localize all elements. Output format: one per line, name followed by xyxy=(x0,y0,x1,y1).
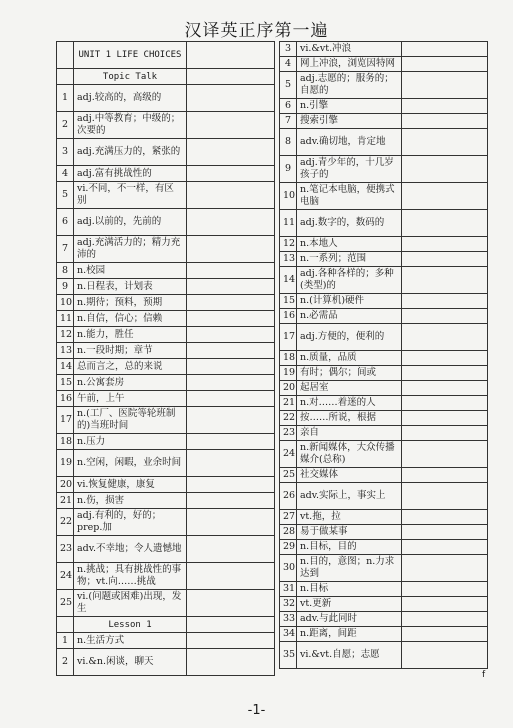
vocab-row xyxy=(280,309,488,324)
answer-blank[interactable] xyxy=(402,114,488,129)
item-number: 4 xyxy=(57,166,74,182)
vocab-row xyxy=(280,351,488,366)
answer-blank[interactable] xyxy=(402,42,488,57)
item-number: 1 xyxy=(57,85,74,112)
answer-blank[interactable] xyxy=(187,493,275,509)
vocab-row xyxy=(280,57,488,72)
vocab-row xyxy=(280,627,488,642)
answer-blank[interactable] xyxy=(187,375,275,391)
answer-blank[interactable] xyxy=(402,612,488,627)
definition-cell: adj.方便的，便利的 xyxy=(297,324,402,351)
vocab-row xyxy=(57,375,275,391)
definition-cell: n.距离，间距 xyxy=(297,627,402,642)
item-number: 21 xyxy=(280,396,297,411)
answer-blank[interactable] xyxy=(187,477,275,493)
answer-blank[interactable] xyxy=(187,563,275,590)
definition-cell: n.自信，信心；信赖 xyxy=(74,311,187,327)
item-number: 26 xyxy=(280,483,297,510)
item-number: 13 xyxy=(57,343,74,359)
vocab-row xyxy=(280,72,488,99)
definition-cell: n.期待；预料，预期 xyxy=(74,295,187,311)
item-number: 9 xyxy=(280,156,297,183)
item-number: 33 xyxy=(280,612,297,627)
item-number: 1 xyxy=(57,633,74,649)
answer-blank[interactable] xyxy=(402,252,488,267)
answer-blank[interactable] xyxy=(402,129,488,156)
answer-blank[interactable] xyxy=(402,237,488,252)
section-header-row xyxy=(57,69,275,85)
definition-cell: n.目标 xyxy=(297,582,402,597)
vocab-row xyxy=(280,381,488,396)
vocab-row xyxy=(57,112,275,139)
answer-blank[interactable] xyxy=(187,263,275,279)
answer-blank[interactable] xyxy=(187,236,275,263)
answer-blank[interactable] xyxy=(187,139,275,166)
answer-blank[interactable] xyxy=(402,582,488,597)
item-number: 10 xyxy=(280,183,297,210)
answer-blank[interactable] xyxy=(187,434,275,450)
item-number: 5 xyxy=(280,72,297,99)
vocab-row xyxy=(57,182,275,209)
item-number: 20 xyxy=(57,477,74,493)
vocab-row xyxy=(280,252,488,267)
item-number: 27 xyxy=(280,510,297,525)
definition-cell: 易于做某事 xyxy=(297,525,402,540)
vocab-row xyxy=(280,582,488,597)
answer-blank[interactable] xyxy=(402,324,488,351)
vocab-row xyxy=(57,590,275,617)
vocab-row xyxy=(280,267,488,294)
definition-cell: vi.恢复健康，康复 xyxy=(74,477,187,493)
item-number: 23 xyxy=(57,536,74,563)
definition-cell: adj.充满压力的，紧张的 xyxy=(74,139,187,166)
answer-blank[interactable] xyxy=(402,642,488,669)
item-number: 11 xyxy=(57,311,74,327)
answer-blank[interactable] xyxy=(402,99,488,114)
definition-cell: adv.与此同时 xyxy=(297,612,402,627)
definition-cell: n.本地人 xyxy=(297,237,402,252)
item-number: 22 xyxy=(280,411,297,426)
definition-cell: 有时；偶尔；间或 xyxy=(297,366,402,381)
answer-blank[interactable] xyxy=(187,42,275,69)
item-number: 7 xyxy=(57,236,74,263)
definition-cell: vi.&n.闲谈，聊天 xyxy=(74,649,187,676)
item-number: 14 xyxy=(57,359,74,375)
answer-blank[interactable] xyxy=(402,627,488,642)
definition-cell: vi.&vt.自愿；志愿 xyxy=(297,642,402,669)
definition-cell: vt.更新 xyxy=(297,597,402,612)
answer-blank[interactable] xyxy=(187,407,275,434)
item-number: 17 xyxy=(57,407,74,434)
answer-blank[interactable] xyxy=(187,69,275,85)
item-number: 23 xyxy=(280,426,297,441)
definition-cell: n.挑战；具有挑战性的事物；vt.向……挑战 xyxy=(74,563,187,590)
answer-blank[interactable] xyxy=(402,294,488,309)
vocab-row xyxy=(280,324,488,351)
definition-cell: adj.志愿的；服务的；自愿的 xyxy=(297,72,402,99)
definition-cell: n.能力，胜任 xyxy=(74,327,187,343)
item-number xyxy=(57,617,74,633)
vocab-row xyxy=(57,139,275,166)
vocab-table-left xyxy=(56,41,275,676)
item-number: 19 xyxy=(280,366,297,381)
item-number: 9 xyxy=(57,279,74,295)
answer-blank[interactable] xyxy=(187,279,275,295)
definition-cell: n.引擎 xyxy=(297,99,402,114)
vocab-row xyxy=(280,366,488,381)
definition-cell: n.目标，目的 xyxy=(297,540,402,555)
answer-blank[interactable] xyxy=(187,649,275,676)
answer-blank[interactable] xyxy=(187,112,275,139)
item-number: 6 xyxy=(57,209,74,236)
answer-blank[interactable] xyxy=(187,85,275,112)
item-number: 8 xyxy=(57,263,74,279)
answer-blank[interactable] xyxy=(402,309,488,324)
answer-blank[interactable] xyxy=(402,540,488,555)
corner-mark: f xyxy=(482,670,486,680)
answer-blank[interactable] xyxy=(187,391,275,407)
definition-cell: adv.确切地，肯定地 xyxy=(297,129,402,156)
definition-cell: adj.青少年的，十几岁孩子的 xyxy=(297,156,402,183)
item-number: 14 xyxy=(280,267,297,294)
answer-blank[interactable] xyxy=(402,441,488,468)
answer-blank[interactable] xyxy=(187,311,275,327)
vocab-row xyxy=(280,411,488,426)
item-number: 17 xyxy=(280,324,297,351)
item-number: 5 xyxy=(57,182,74,209)
answer-blank[interactable] xyxy=(187,182,275,209)
item-number: 16 xyxy=(57,391,74,407)
section-header: UNIT 1 LIFE CHOICES xyxy=(74,42,187,69)
item-number: 15 xyxy=(57,375,74,391)
definition-cell: 网上冲浪，浏览因特网 xyxy=(297,57,402,72)
answer-blank[interactable] xyxy=(187,327,275,343)
item-number: 11 xyxy=(280,210,297,237)
item-number: 21 xyxy=(57,493,74,509)
vocab-row xyxy=(280,396,488,411)
vocab-row xyxy=(57,311,275,327)
vocab-row xyxy=(57,649,275,676)
definition-cell: 亲自 xyxy=(297,426,402,441)
definition-cell: vi.不同，不一样，有区别 xyxy=(74,182,187,209)
definition-cell: adj.富有挑战性的 xyxy=(74,166,187,182)
vocab-row xyxy=(57,279,275,295)
item-number: 6 xyxy=(280,99,297,114)
vocab-row xyxy=(57,509,275,536)
item-number: 2 xyxy=(57,649,74,676)
answer-blank[interactable] xyxy=(402,366,488,381)
definition-cell: n.校园 xyxy=(74,263,187,279)
vocab-row xyxy=(57,85,275,112)
vocab-row xyxy=(57,391,275,407)
definition-cell: n.日程表，计划表 xyxy=(74,279,187,295)
answer-blank[interactable] xyxy=(187,359,275,375)
vocab-row xyxy=(57,477,275,493)
answer-blank[interactable] xyxy=(402,597,488,612)
page-title: 汉译英正序第一遍 xyxy=(184,21,329,41)
vocab-row xyxy=(57,563,275,590)
item-number: 12 xyxy=(57,327,74,343)
section-header: Topic Talk xyxy=(74,69,187,85)
answer-blank[interactable] xyxy=(187,590,275,617)
vocab-row xyxy=(280,612,488,627)
item-number: 13 xyxy=(280,252,297,267)
definition-cell: adj.有利的，好的；prep.加 xyxy=(74,509,187,536)
answer-blank[interactable] xyxy=(402,555,488,582)
answer-blank[interactable] xyxy=(402,483,488,510)
item-number: 12 xyxy=(280,237,297,252)
item-number: 31 xyxy=(280,582,297,597)
definition-cell: n.伤，损害 xyxy=(74,493,187,509)
vocab-row xyxy=(57,209,275,236)
definition-cell: 起居室 xyxy=(297,381,402,396)
vocab-row xyxy=(280,129,488,156)
item-number: 3 xyxy=(57,139,74,166)
vocab-row xyxy=(280,525,488,540)
vocab-row xyxy=(280,210,488,237)
vocab-row xyxy=(57,263,275,279)
answer-blank[interactable] xyxy=(402,525,488,540)
definition-cell: n.目的，意图；n.力求达到 xyxy=(297,555,402,582)
definition-cell: 社交媒体 xyxy=(297,468,402,483)
vocab-row xyxy=(280,540,488,555)
vocab-row xyxy=(280,468,488,483)
page-number: -1- xyxy=(247,703,266,718)
definition-cell: n.质量，品质 xyxy=(297,351,402,366)
vocab-row xyxy=(57,434,275,450)
item-number: 28 xyxy=(280,525,297,540)
definition-cell: adv.不幸地；令人遗憾地 xyxy=(74,536,187,563)
item-number: 8 xyxy=(280,129,297,156)
vocab-row xyxy=(280,483,488,510)
answer-blank[interactable] xyxy=(402,267,488,294)
definition-cell: adj.充满活力的；精力充沛的 xyxy=(74,236,187,263)
definition-cell: 总而言之，总的来说 xyxy=(74,359,187,375)
vocab-row xyxy=(280,642,488,669)
answer-blank[interactable] xyxy=(187,617,275,633)
answer-blank[interactable] xyxy=(402,351,488,366)
item-number: 16 xyxy=(280,309,297,324)
definition-cell: adj.较高的，高级的 xyxy=(74,85,187,112)
item-number: 29 xyxy=(280,540,297,555)
vocab-row xyxy=(57,359,275,375)
item-number: 24 xyxy=(57,563,74,590)
definition-cell: n.生活方式 xyxy=(74,633,187,649)
definition-cell: adj.以前的，先前的 xyxy=(74,209,187,236)
item-number: 4 xyxy=(280,57,297,72)
definition-cell: vi.(问题或困难)出现，发生 xyxy=(74,590,187,617)
vocab-row xyxy=(280,99,488,114)
vocab-row xyxy=(57,633,275,649)
vocab-row xyxy=(280,294,488,309)
item-number: 19 xyxy=(57,450,74,477)
vocab-row xyxy=(280,441,488,468)
definition-cell: n.公寓套房 xyxy=(74,375,187,391)
answer-blank[interactable] xyxy=(402,183,488,210)
answer-blank[interactable] xyxy=(187,536,275,563)
definition-cell: 按……所说，根据 xyxy=(297,411,402,426)
answer-blank[interactable] xyxy=(187,295,275,311)
answer-blank[interactable] xyxy=(402,156,488,183)
definition-cell: vt.拖，拉 xyxy=(297,510,402,525)
answer-blank[interactable] xyxy=(402,510,488,525)
definition-cell: 搜索引擎 xyxy=(297,114,402,129)
vocab-row xyxy=(280,237,488,252)
answer-blank[interactable] xyxy=(402,426,488,441)
answer-blank[interactable] xyxy=(402,210,488,237)
vocab-row xyxy=(57,166,275,182)
item-number: 18 xyxy=(280,351,297,366)
answer-blank[interactable] xyxy=(402,72,488,99)
item-number: 20 xyxy=(280,381,297,396)
answer-blank[interactable] xyxy=(187,166,275,182)
definition-cell: n.(计算机)硬件 xyxy=(297,294,402,309)
definition-cell: n.空闲，闲暇，业余时间 xyxy=(74,450,187,477)
item-number: 25 xyxy=(57,590,74,617)
item-number: 25 xyxy=(280,468,297,483)
vocab-row xyxy=(280,156,488,183)
answer-blank[interactable] xyxy=(187,509,275,536)
vocab-row xyxy=(57,536,275,563)
vocab-row xyxy=(57,327,275,343)
item-number: 15 xyxy=(280,294,297,309)
definition-cell: adj.数字的，数码的 xyxy=(297,210,402,237)
definition-cell: n.一系列；范围 xyxy=(297,252,402,267)
definition-cell: n.新闻媒体，大众传播媒介(总称) xyxy=(297,441,402,468)
section-header-row xyxy=(57,42,275,69)
definition-cell: n.(工厂、医院等轮班制的)当班时间 xyxy=(74,407,187,434)
vocab-row xyxy=(57,236,275,263)
answer-blank[interactable] xyxy=(187,633,275,649)
vocab-row xyxy=(280,555,488,582)
vocab-row xyxy=(57,450,275,477)
vocab-row xyxy=(57,343,275,359)
vocab-row xyxy=(280,183,488,210)
item-number: 32 xyxy=(280,597,297,612)
answer-blank[interactable] xyxy=(402,468,488,483)
item-number: 22 xyxy=(57,509,74,536)
definition-cell: adj.中等教育；中级的；次要的 xyxy=(74,112,187,139)
vocab-row xyxy=(280,510,488,525)
answer-blank[interactable] xyxy=(402,411,488,426)
item-number: 34 xyxy=(280,627,297,642)
answer-blank[interactable] xyxy=(187,343,275,359)
section-header: Lesson 1 xyxy=(74,617,187,633)
answer-blank[interactable] xyxy=(187,450,275,477)
definition-cell: n.一段时期；章节 xyxy=(74,343,187,359)
vocab-row xyxy=(57,295,275,311)
definition-cell: vi.&vt.冲浪 xyxy=(297,42,402,57)
vocab-row xyxy=(57,407,275,434)
definition-cell: adv.实际上，事实上 xyxy=(297,483,402,510)
item-number: 10 xyxy=(57,295,74,311)
item-number: 30 xyxy=(280,555,297,582)
vocab-row xyxy=(280,42,488,57)
answer-blank[interactable] xyxy=(402,381,488,396)
vocab-row xyxy=(280,426,488,441)
definition-cell: 午前，上午 xyxy=(74,391,187,407)
answer-blank[interactable] xyxy=(187,209,275,236)
section-header-row xyxy=(57,617,275,633)
definition-cell: n.必需品 xyxy=(297,309,402,324)
item-number: 7 xyxy=(280,114,297,129)
item-number: 35 xyxy=(280,642,297,669)
definition-cell: n.压力 xyxy=(74,434,187,450)
item-number: 24 xyxy=(280,441,297,468)
definition-cell: n.笔记本电脑，便携式电脑 xyxy=(297,183,402,210)
item-number xyxy=(57,42,74,69)
answer-blank[interactable] xyxy=(402,57,488,72)
definition-cell: n.对……着迷的人 xyxy=(297,396,402,411)
vocab-row xyxy=(57,493,275,509)
definition-cell: adj.各种各样的；多种(类型)的 xyxy=(297,267,402,294)
vocab-table-right xyxy=(279,41,488,669)
item-number: 18 xyxy=(57,434,74,450)
item-number xyxy=(57,69,74,85)
vocab-row xyxy=(280,114,488,129)
answer-blank[interactable] xyxy=(402,396,488,411)
item-number: 3 xyxy=(280,42,297,57)
item-number: 2 xyxy=(57,112,74,139)
vocab-row xyxy=(280,597,488,612)
